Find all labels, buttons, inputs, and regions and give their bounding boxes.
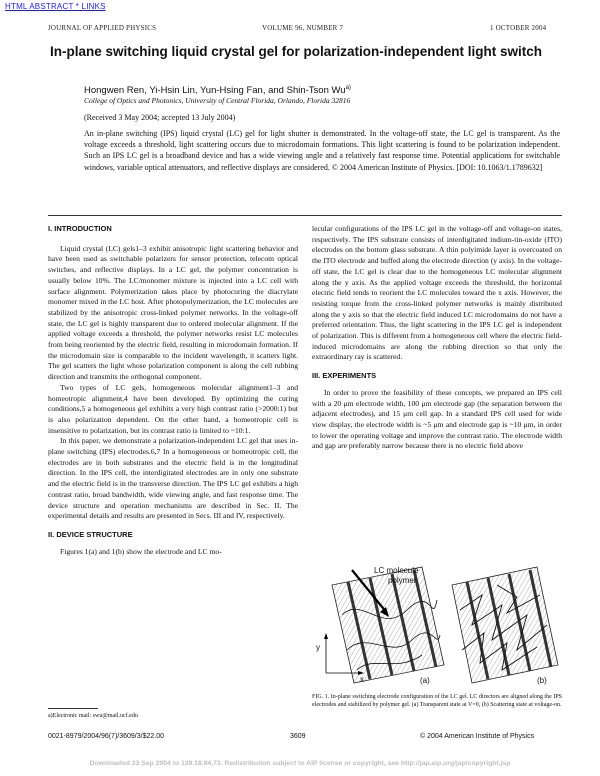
footnote-email: a)Electronic mail: swu@mail.ucf.edu	[48, 713, 138, 719]
paragraph: In this paper, we demonstrate a polarization-independent LC gel that uses in-plane switching (IPS) electrodes.6,7 In a homogeneous or homeotropic cell, the electrodes are in both substrates and the electric field is in the longitudinal direction. In the IPS cell, the interdigitated electrodes are in only one substrate and the electric field is in the transverse direction. The IPS LC gel exhibits a high contrast ratio, broad bandwidth, wide viewing angle, and fast response time. The device structure and operation mechanisms are described in Sec. II. The experimental details and results are presented in Secs. III and IV, respectively.	[48, 436, 298, 521]
right-column	[312, 224, 562, 452]
journal-name: JOURNAL OF APPLIED PHYSICS	[48, 24, 157, 32]
label-polymer: polymer	[388, 576, 417, 585]
panel-label-a: (a)	[420, 676, 430, 685]
axis-label-x: x	[360, 675, 364, 684]
paragraph: Liquid crystal (LC) gels1–3 exhibit anisotropic light scattering behavior and have been used as switchable polarizers for sensor protection, telecom optical switches, and reflective displays. In a LC gel, the polymer concentration is usually below 10%. The LC/monomer mixture is injected into a LC cell with surface alignment. Polymerization takes place by photocuring the diacrylate monomer mixed in the LC host. After photopolymerization, the LC molecules are stabilized by the anisotropic cross-linked polymer networks. In the voltage-off state, the LC gel is highly transparent due to ordered molecular alignment. If the applied voltage exceeds a threshold, the polymer networks resist LC molecules from being reoriented by the electric field, resulting in microdomain formation. If the microdomain size is comparable to the incident wavelength, it scatters light. The gel scatters the light whose polarization component is along the cell rubbing direction and transmits the orthogonal component.	[48, 243, 298, 382]
abstract-divider	[48, 215, 562, 216]
download-notice: Downloaded 23 Sep 2004 to 139.18.84.73. Redistribution subject to AIP license or copyright, see http://jap.aip.org/jap/copyright.jsp	[89, 760, 511, 767]
y-arrowhead-icon	[324, 633, 328, 639]
affiliation: College of Optics and Photonics, University of Central Florida, Orlando, Florida 32816	[84, 96, 351, 105]
issn-line: 0021-8979/2004/96(7)/3609/3/$22.00	[48, 733, 164, 740]
paragraph: lecular configurations of the IPS LC gel in the voltage-off and voltage-on states, respectively. The IPS substrate consists of interdigitated indium-tin-oxide (ITO) electrodes on the bottom glass substrate. A thin polyimide layer is overcoated on the ITO electrode and buffed along the electrode direction (y axis). In the voltage-off state, the LC gel is clear due to the homogeneous LC molecular alignment along the y axis. As the applied voltage exceeds the threshold, the horizontal electric field tends to reorient the LC molecules toward the x axis. However, the resisting torque from the cross-linked polymer networks is mainly distributed along the y axis so that the electric field induced LC microdomains do not have a preferred orientation. Thus, the light scattering in the IPS LC gel is independent of polarization. This is different from a homogeneous cell where the electric field-induced microdomains are along the rubbing direction so that only the extraordinary ray is scattered.	[312, 224, 562, 362]
volume-number: VOLUME 96, NUMBER 7	[262, 24, 344, 32]
abstract: An in-plane switching (IPS) liquid crystal (LC) gel for light shutter is demonstrated. In the voltage-off state, the LC gel is transparent. As the voltage exceeds a threshold, light scattering occurs due to microdomain formations. This light scattering is found to be polarization independent. Such an IPS LC gel is a broadband device and has a wide viewing angle and a relatively fast response time. Potential applications for switchable windows, variable optical attenuators, and reflective displays are considered. © 2004 American Institute of Physics. [DOI: 10.1063/1.1789632]	[84, 129, 560, 172]
left-column	[48, 224, 298, 557]
paragraph: In order to prove the feasibility of these concepts, we prepared an IPS cell with a 20 μm electrode width, 100 μm electrode gap (the separation between the adjacent electrodes), and 15 μm cell gap. In a standard IPS cell used for wide view display, the electrode width is ~5 μm and electrode gap is ~10 μm, in order to lower the operating voltage and improve the contrast ratio. The electrode width and gap are preferably narrow because there is no electric field above	[312, 387, 562, 451]
received-dates: (Received 3 May 2004; accepted 13 July 2004)	[84, 113, 236, 122]
axis-label-y: y	[316, 643, 320, 652]
panel-label-b: (b)	[537, 676, 547, 685]
section-heading-introduction: I. INTRODUCTION	[48, 224, 112, 233]
section-heading-experiments: III. EXPERIMENTS	[312, 371, 377, 381]
panel-b-cell	[452, 567, 558, 683]
page-number: 3609	[290, 733, 306, 740]
figure-1-illustration	[312, 555, 562, 690]
author-note-mark: a)	[345, 85, 351, 91]
issue-date: 1 OCTOBER 2004	[490, 24, 547, 32]
author-names: Hongwen Ren, Yi-Hsin Lin, Yun-Hsing Fan, and Shin-Tson Wu	[84, 85, 346, 97]
author-list	[84, 85, 351, 96]
html-abstract-links[interactable]: HTML ABSTRACT * LINKS	[5, 2, 106, 11]
footnote-rule	[48, 708, 98, 709]
paragraph: Figures 1(a) and 1(b) show the electrode and LC mo-	[60, 546, 222, 556]
section-heading-device-structure: II. DEVICE STRUCTURE	[48, 529, 133, 539]
label-lc-molecule: LC molecule	[374, 566, 419, 575]
copyright-line: © 2004 American Institute of Physics	[420, 733, 535, 740]
figure-1-caption: FIG. 1. In-plane switching electrode configuration of the LC gel. LC directors are aligned along the IPS electrodes and stabilized by polymer gel. (a) Transparent state at V=0, (b) Scattering state at voltage-on.	[312, 694, 562, 709]
paragraph: Two types of LC gels, homogeneous molecular alignment1–3 and homeotropic alignment,4 have been developed. By optimizing the curing conditions,5 a homogeneous gel exhibits a very high contrast ratio (>2000:1) but is also polarization dependent. On the other hand, a homeotropic cell is insensitive to polarization, but its contrast ratio is limited to ~10:1.	[48, 382, 298, 435]
paper-title: In-plane switching liquid crystal gel for polarization-independent light switch	[50, 44, 543, 59]
